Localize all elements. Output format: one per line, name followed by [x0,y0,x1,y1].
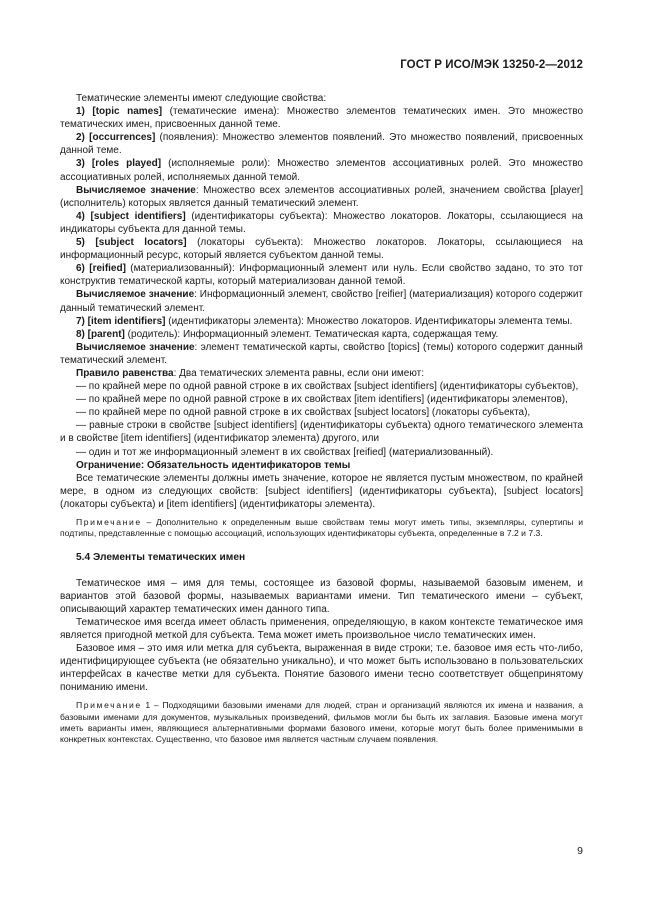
paragraph [60,341,583,367]
paragraph-text: : Множество всех элементов ассоциативных ролей, значением свойства [player] (исполнитель) которых является данный тематический элемент. [60,184,584,209]
paragraph-text: (родитель): Информационный элемент. Тематическая карта, содержащая тему. [124,328,499,340]
section-title: 5.4 Элементы тематических имен [76,552,246,564]
paragraph [60,236,583,262]
paragraph [60,210,583,236]
paragraph [60,446,583,459]
note-2 [60,700,583,745]
paragraph [60,367,583,380]
paragraph-bold-term: 2) [occurrences] [76,132,156,144]
paragraph [60,288,583,314]
paragraph-text: — равные строки в свойстве [subject identifiers] (идентификаторы субъекта) одного тематического элемента и в свойстве [item identifiers] (идентификатор элемента) другого, или [60,420,583,445]
paragraph: Тематическое имя – имя для темы, состоящее из базовой формы, называемой базовым именем, и вариантов этой базовой формы, называемых вариантами имени. Тип тематического имени – субъект, описывающий характер тематических имен данного типа. [60,577,583,615]
paragraph-text: — по крайней мере по одной равной строке в их свойствах [subject locators] (локаторы субъекта), [76,407,531,419]
paragraph-bold-term: 5) [subject locators] [76,237,187,249]
paragraph [60,472,583,511]
paragraph [60,315,583,328]
page-number: 9 [577,845,583,857]
note-1-text: – Дополнительно к определенным выше свойствам темы могут иметь типы, экземпляры, супертипы и подтипы, представленные с помощью ассоциаций, использующих идентификаторы субъекта, определенные в 7.2 и 7.3. [60,517,583,539]
document-body [60,92,583,745]
properties-list [60,92,583,511]
paragraph: Базовое имя – это имя или метка для субъекта, выраженная в виде строки; т.е. базовое имя есть что-либо, идентифицирующее субъекта (не обязательно уникально), и что может быть использовано в пользовательских интерфейсах в качестве метки для субъекта. Понятие базового имени тесно соответствует общепринятому пониманию имени. [60,642,583,694]
paragraph: Тематическое имя всегда имеет область применения, определяющую, в каком контексте тематическое имя является пригодной меткой для субъекта. Тема может иметь произвольное число тематических имен. [60,616,583,641]
paragraph-text: : элемент тематической карты, свойство [topics] (темы) которого содержит данный тематический элемент. [60,341,584,366]
paragraph-bold-term: Правило равенства [76,367,174,379]
paragraph-text: — один и тот же информационный элемент в их свойствах [reified] (материализованный). [76,446,494,458]
paragraph-bold-term: 4) [subject identifiers] [76,210,186,222]
paragraph-bold-term: Вычисляемое значение [76,289,195,301]
paragraph-text: : Два тематических элемента равны, если они имеют: [173,367,425,379]
paragraph [60,406,583,419]
paragraph [60,105,583,131]
paragraph-text: (материализованный): Информационный элемент или нуль. Если свойство задано, то это тот конструктив тематической карты, который материализован данной темой. [60,263,583,288]
note-2-text: 1 – Подходящими базовыми именами для людей, стран и организаций являются их имена и названия, а базовыми именами для документов, музыкальных произведений, фильмов могли бы быть их заглавия. Базовые имена могут иметь варианты имен, являющиеся альтернативными формами базового имени, которые могут быть более применимыми в конкретных контекстах. Существенно, что базовое имя является частным случаем появления. [60,700,583,744]
paragraph-text: — по крайней мере по одной равной строке в их свойствах [item identifiers] (идентификаторы элементов), [76,394,568,406]
paragraph-bold-term: Ограничение: Обязательность идентификаторов темы [76,459,351,471]
paragraph [60,157,583,183]
paragraph-text: — по крайней мере по одной равной строке в их свойствах [subject identifiers] (идентификаторы субъектов), [76,381,579,393]
note-2-label: Примечание [76,700,142,711]
paragraph [60,92,583,105]
document-header: ГОСТ Р ИСО/МЭК 13250-2—2012 [400,59,583,71]
paragraph [60,393,583,406]
note-1 [60,517,583,539]
paragraph-text: (идентификаторы элемента): Множество локаторов. Идентификаторы элемента темы. [165,315,573,327]
paragraph-bold-term: Вычисляемое значение [76,341,195,353]
paragraph-text: (появления): Множество элементов появлений. Это множество появлений, присвоенных данной теме. [60,132,583,157]
note-1-label: Примечание [76,517,142,527]
paragraph [60,459,583,472]
paragraph-text: (тематические имена): Множество элементов тематических имен. Это множество тематических имен, присвоенных данной теме. [60,106,584,131]
paragraph-text: Тематические элементы имеют следующие свойства: [76,93,327,104]
paragraph-bold-term: 1) [topic names] [76,106,163,118]
paragraph-text: (идентификаторы субъекта): Множество локаторов. Локаторы, ссылающиеся на индикаторы субъекта для данной темы. [60,210,583,235]
paragraph-bold-term: 6) [reified] [76,263,126,275]
paragraph [60,131,583,157]
paragraph [60,380,583,393]
paragraph [60,184,583,210]
paragraph-bold-term: 3) [roles played] [76,158,162,170]
paragraph-text: (локаторы субъекта): Множество локаторов. Локаторы, ссылающиеся на информационный ресурс, который является субъектом данной темы. [60,237,583,262]
paragraph-text: Все тематические элементы должны иметь значение, которое не является пустым множеством, по крайней мере, в одном из следующих свойств: [subject identifiers] (идентификаторы субъекта), [subject locators] (локаторы субъекта) и [item identifiers] (идентификаторы элемента). [60,472,583,510]
paragraph-bold-term: 7) [item identifiers] [76,315,166,327]
paragraph [60,419,583,445]
paragraph [60,328,583,341]
paragraph [60,262,583,288]
paragraph-text: (исполняемые роли): Множество элементов ассоциативных ролей. Это множество ассоциативных ролей, исполняемых данной темой. [60,158,583,183]
paragraph-text: : Информационный элемент, свойство [reifier] (материализация) которого содержит данный тематический элемент. [60,289,584,314]
paragraph-bold-term: 8) [parent] [76,328,125,340]
paragraph-bold-term: Вычисляемое значение [76,184,196,196]
